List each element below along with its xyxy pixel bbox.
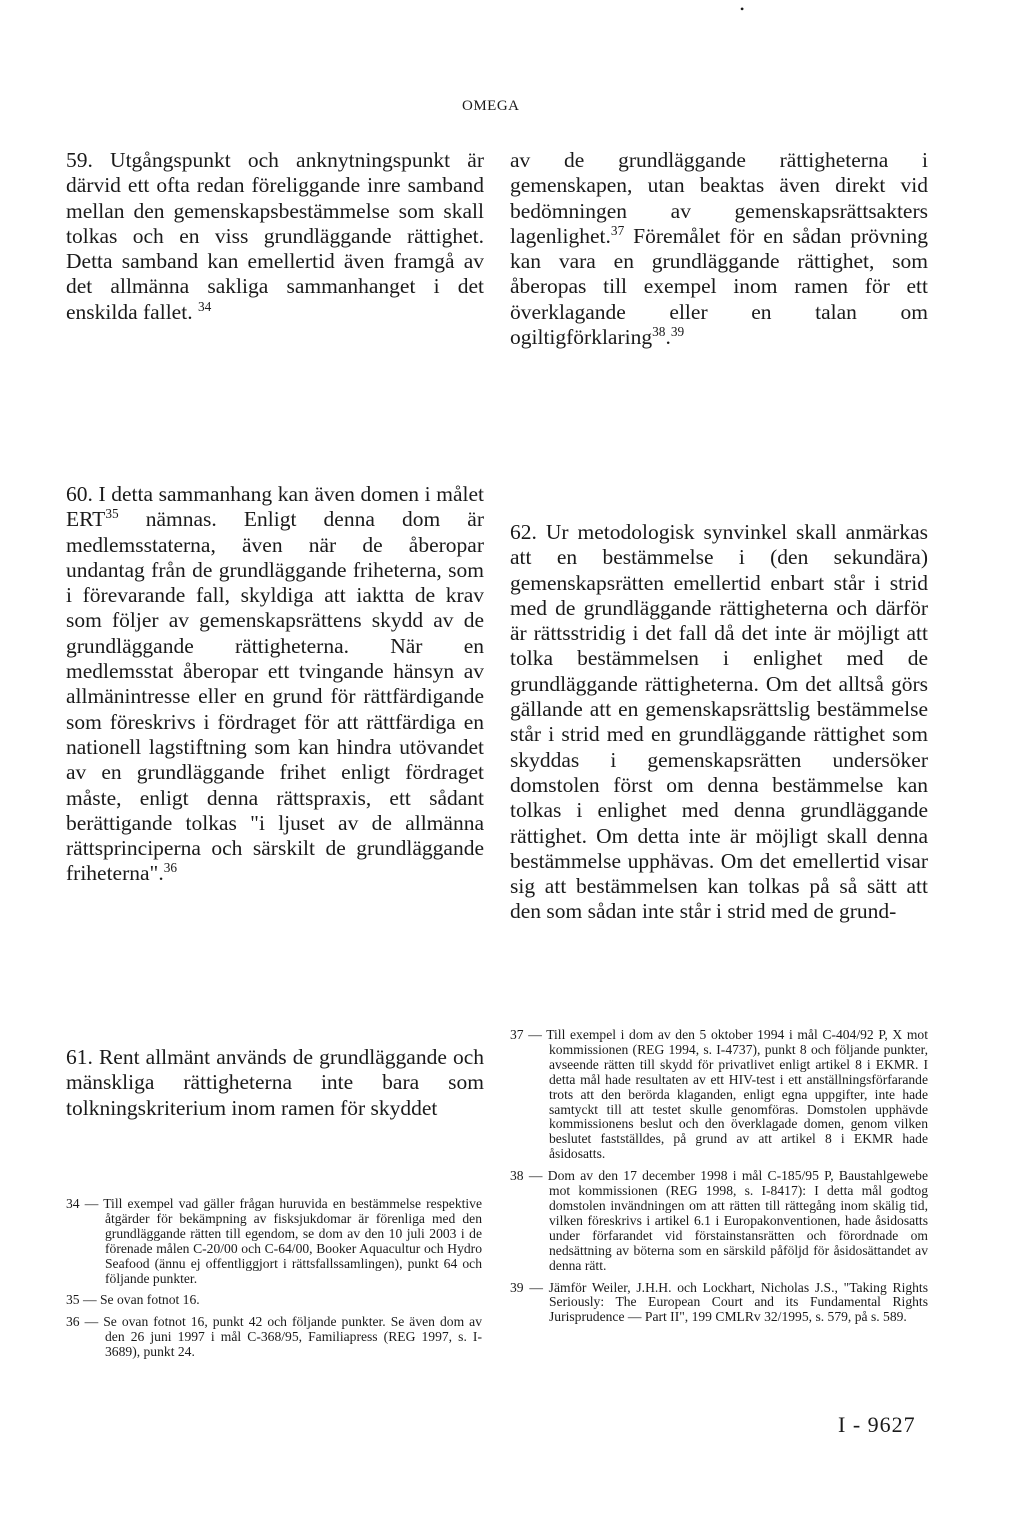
footnote-35 — [66, 1293, 482, 1308]
footnotes-right — [510, 1028, 928, 1332]
footnote-label: 36 — — [66, 1314, 104, 1330]
footnote-ref-36[interactable]: 36 — [163, 860, 178, 876]
paragraph-61-continuation — [510, 148, 928, 350]
paragraph-number: 59. — [66, 148, 93, 172]
footnote-label: 39 — — [510, 1279, 549, 1295]
footnote-text: Se ovan fotnot 16, punkt 42 och följande punkter. Se även dom av den 26 juni 1997 i mål C-368/95, Familiapress (REG 1997, s. I-3689), punkt 24. — [103, 1314, 482, 1360]
footnote-36 — [66, 1315, 482, 1360]
paragraph-text: Utgångspunkt och anknytningspunkt är därvid ett ofta redan föreliggande inre samband mellan den gemenskapsbestämmelse som skall tolkas och en viss grundläggande rättighet. Detta samband kan emellertid även framgå av det allmänna sakliga sammanhanget i det enskilda fallet. — [66, 148, 484, 324]
footnotes-left — [66, 1197, 482, 1367]
paragraph-62 — [510, 520, 928, 925]
paragraph-number: 61. — [66, 1045, 93, 1069]
paragraph-number: 60. — [66, 482, 93, 506]
footnote-text: Se ovan fotnot 16. — [99, 1292, 200, 1308]
paragraph-text: av de grundläggande rättigheterna i gemenskapen, utan beaktas även direkt vid bedömningen av gemenskapsrättsakters lagenlighet. — [510, 148, 928, 248]
page-number: I - 9627 — [838, 1412, 916, 1437]
footnote-text: Dom av den 17 december 1998 i mål C-185/95 P, Baustahlgewebe mot kommissionen (REG 1998, s. I-8417): I detta mål godtog domstolen invändningen om att rätten till rättegång inom skälig tid, vilken föreskrivs i artikel 6.1 i Europakonventionen, hade åsidosatts under förfarandet vid förstainstansrätten och förordnade om nedsättning av böterna som en särskild påföljd för åsidosättandet av denna rätt. — [547, 1168, 929, 1273]
footnote-label: 34 — — [66, 1196, 104, 1211]
paragraph-60 — [66, 482, 484, 887]
running-header: OMEGA — [462, 98, 520, 114]
footnote-ref-39[interactable]: 39 — [670, 323, 685, 339]
footnote-text: Jämför Weiler, J.H.H. och Lockhart, Nicholas J.S., "Taking Rights Seriously: The European Court and its Fundamental Rights Jurisprudence — Part II", 199 CMLRv 32/1995, s. 579, på s. 589. — [548, 1279, 929, 1325]
footnote-label: 38 — — [510, 1168, 548, 1184]
paragraph-text: I detta sammanhang kan även domen i målet ERT — [66, 482, 484, 532]
paragraph-59 — [66, 148, 484, 325]
footnote-text: Till exempel vad gäller frågan huruvida en bestämmelse respektive åtgärder för bekämpning av fisksjukdomar är förenliga med den grundläggande rätten till egendom, se dom av den 10 juli 2003 i de förenade målen C-20/00 och C-64/00, Booker Aquacultur och Hydro Seafood (ännu ej offentliggjort i rättsfallssamlingen), punkt 64 och följande punkter. — [103, 1196, 482, 1286]
footnote-39 — [510, 1281, 928, 1326]
separator: . — [665, 325, 671, 350]
paragraph-61 — [66, 1045, 484, 1121]
paragraph-number: 62. — [510, 520, 537, 544]
paragraph-text: Föremålet för en sådan prövning kan vara en grundläggande rättighet, som åberopas till exempel inom ramen för ett överklagande eller en talan om ogiltigförklaring — [510, 223, 928, 350]
footnote-ref-35[interactable]: 35 — [105, 506, 119, 522]
paragraph-text: Ur metodologisk synvinkel skall anmärkas att en bestämmelse i (den sekundära) gemenskapsrätten emellertid enbart står i strid med de grundläggande rättigheterna och därför är rättsstridig i det fall då det inte är möjligt att tolka bestämmelsen i enlighet med de grundläggande rättigheterna. Om det alltså görs gällande att en gemenskapsrättslig bestämmelse står i strid med en grundläggande rättighet som skyddas i gemenskapsrätten undersöker domstolen först om denna bestämmelse kan tolkas i enlighet med denna grundläggande rättighet. Om detta inte är möjligt skall denna bestämmelse upphävas. Om det emellertid visar sig att bestämmelsen kan tolkas på så sätt att den som sådan inte står i strid med de grund- — [510, 520, 928, 924]
footnote-34 — [66, 1197, 482, 1286]
scan-mark: • — [740, 2, 745, 16]
footnote-38 — [510, 1169, 928, 1273]
footnote-label: 35 — — [66, 1292, 100, 1308]
paragraph-text: nämnas. Enligt denna dom är medlemsstaterna, även när de åberopar undantag från de grundläggande friheterna, som i förevarande fall, skyldiga att iaktta de krav som följer av gemenskapsrättens skydd av de grundläggande rättigheterna. När en medlemsstat åberopar ett tvingande hänsyn av allmänintresse eller en grund för rättfärdigande som föreskrivs i fördraget för att rättfärdiga en nationell lagstiftning som kan hindra utövandet av en grundläggande frihet enligt fördraget måste, enligt denna rättspraxis, ett sådant berättigande tolkas "i ljuset av de allmänna rättsprinciperna och särskilt de grundläggande friheterna". — [66, 507, 484, 886]
footnote-ref-37[interactable]: 37 — [610, 222, 625, 238]
paragraph-text: Rent allmänt används de grundläggande och mänskliga rättigheterna inte bara som tolkningskriterium inom ramen för skyddet — [66, 1045, 485, 1120]
footnote-37 — [510, 1028, 928, 1162]
footnote-text: Till exempel i dom av den 5 oktober 1994 i mål C-404/92 P, X mot kommissionen (REG 1994, s. I-4737), punkt 8 och följande punkter, avseende rätten till skydd för privatlivet enligt artikel 8 i EKMR. I detta mål hade resultaten av ett HIV-test i ett anställningsförfarande trots att den berörda klaganden, enligt egna uppgifter, inte hade samtyckt till att testet skulle genomföras. Domstolen upphävde kommissionens beslut och den överklagade domen, genom vilken beslutet fastställdes, på grund av att artikel 8 i EKMR hade åsidosatts. — [546, 1027, 928, 1162]
footnote-ref-38[interactable]: 38 — [652, 323, 666, 339]
footnote-ref-34[interactable]: 34 — [197, 298, 212, 314]
footnote-label: 37 — — [510, 1027, 547, 1042]
